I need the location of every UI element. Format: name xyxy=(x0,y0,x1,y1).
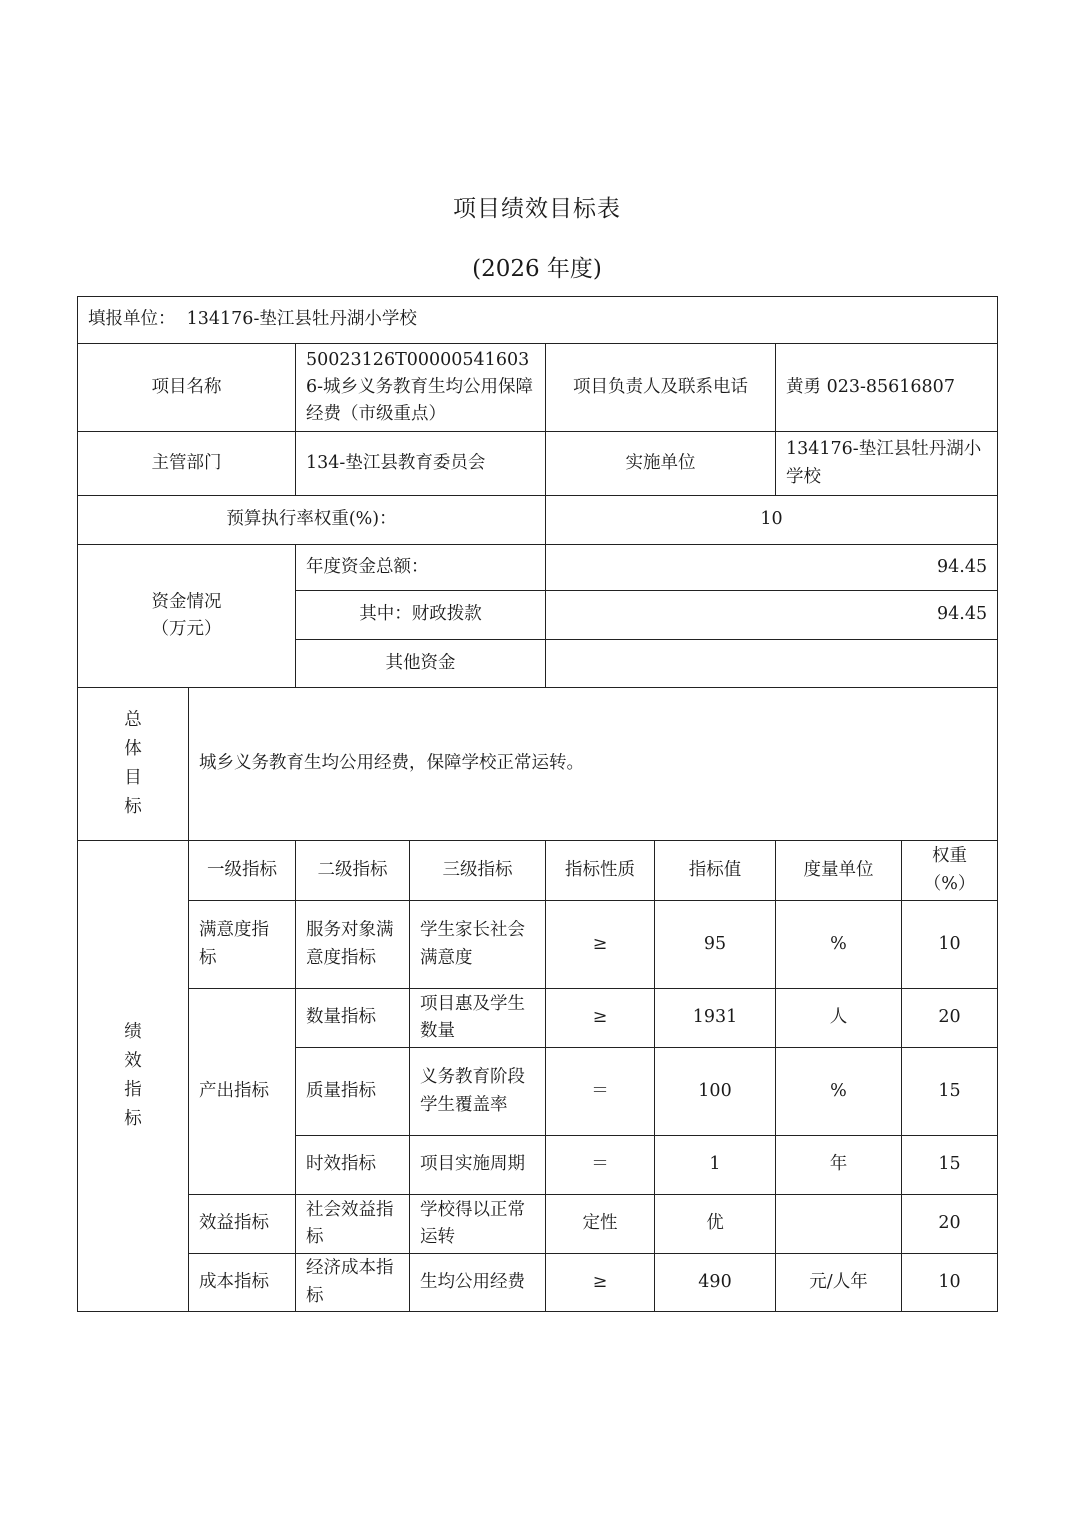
row-weight: 15 xyxy=(902,1048,998,1136)
header-level1: 一级指标 xyxy=(189,841,296,901)
row-level3: 生均公用经费 xyxy=(410,1254,546,1312)
row-value: 1931 xyxy=(655,989,776,1048)
row-weight: 20 xyxy=(902,1195,998,1254)
row-level1: 产出指标 xyxy=(189,989,296,1195)
row-level3: 项目实施周期 xyxy=(410,1136,546,1195)
impl-unit-label: 实施单位 xyxy=(546,432,776,496)
funds-other-label: 其他资金 xyxy=(296,640,546,688)
header-level2: 二级指标 xyxy=(296,841,410,901)
row-weight: 15 xyxy=(902,1136,998,1195)
project-contact-value: 黄勇 023-85616807 xyxy=(776,344,998,432)
funds-total-value: 94.45 xyxy=(546,545,998,591)
performance-char: 标 xyxy=(124,1108,142,1129)
funds-label-line1: 资金情况 xyxy=(151,591,222,612)
overall-goal-label xyxy=(78,688,189,841)
row-unit: % xyxy=(776,1048,902,1136)
table-row xyxy=(78,901,998,989)
row-nature: 定性 xyxy=(546,1195,655,1254)
row-weight: 20 xyxy=(902,989,998,1048)
row-weight: 10 xyxy=(902,901,998,989)
overall-goal-text: 城乡义务教育生均公用经费，保障学校正常运转。 xyxy=(189,688,998,841)
header-value: 指标值 xyxy=(655,841,776,901)
header-weight: 权重（%） xyxy=(902,841,998,901)
funds-label-line2: （万元） xyxy=(151,619,222,639)
page-subtitle: (2026 年度) xyxy=(472,256,602,282)
row-nature: ≥ xyxy=(546,901,655,989)
row-level2: 服务对象满意度指标 xyxy=(296,901,410,989)
budget-weight-value: 10 xyxy=(546,496,998,545)
row-value: 优 xyxy=(655,1195,776,1254)
row-value: 490 xyxy=(655,1254,776,1312)
reporting-unit-value: 134176-垫江县牡丹湖小学校 xyxy=(186,309,417,330)
row-level3: 项目惠及学生数量 xyxy=(410,989,546,1048)
overall-goal-char: 标 xyxy=(124,796,142,817)
funds-fiscal-label: 其中：财政拨款 xyxy=(296,591,546,640)
row-level3: 学生家长社会满意度 xyxy=(410,901,546,989)
performance-char: 指 xyxy=(124,1080,142,1100)
header-level3: 三级指标 xyxy=(410,841,546,901)
header-nature: 指标性质 xyxy=(546,841,655,901)
row-weight: 10 xyxy=(902,1254,998,1312)
row-level2: 经济成本指标 xyxy=(296,1254,410,1312)
funds-total-label: 年度资金总额： xyxy=(296,545,546,591)
row-value: 95 xyxy=(655,901,776,989)
table-row xyxy=(78,1254,998,1312)
budget-weight-label: 预算执行率权重(%)： xyxy=(78,496,546,545)
row-unit: 元/人年 xyxy=(776,1254,902,1312)
row-level2: 数量指标 xyxy=(296,989,410,1048)
row-level2: 质量指标 xyxy=(296,1048,410,1136)
funds-other-value xyxy=(546,640,998,688)
performance-label xyxy=(78,841,189,1312)
project-name-label: 项目名称 xyxy=(78,344,296,432)
row-nature: ＝ xyxy=(546,1136,655,1195)
row-unit: 年 xyxy=(776,1136,902,1195)
funds-label xyxy=(78,545,296,688)
row-level1: 满意度指标 xyxy=(189,901,296,989)
row-nature: ＝ xyxy=(546,1048,655,1136)
performance-char: 效 xyxy=(124,1051,142,1072)
row-level3: 学校得以正常运转 xyxy=(410,1195,546,1254)
row-level2: 社会效益指标 xyxy=(296,1195,410,1254)
page-title: 项目绩效目标表 xyxy=(453,196,621,222)
project-name-value: 50023126T000005416036-城乡义务教育生均公用保障经费（市级重点） xyxy=(296,344,546,432)
table-row xyxy=(78,989,998,1048)
funds-fiscal-value: 94.45 xyxy=(546,591,998,640)
performance-goal-table xyxy=(77,296,998,1312)
row-value: 1 xyxy=(655,1136,776,1195)
performance-char: 绩 xyxy=(124,1022,142,1043)
project-contact-label: 项目负责人及联系电话 xyxy=(546,344,776,432)
reporting-unit-cell xyxy=(78,297,998,344)
row-unit: % xyxy=(776,901,902,989)
row-nature: ≥ xyxy=(546,989,655,1048)
impl-unit-value: 134176-垫江县牡丹湖小学校 xyxy=(776,432,998,496)
row-nature: ≥ xyxy=(546,1254,655,1312)
overall-goal-char: 总 xyxy=(124,710,142,731)
department-label: 主管部门 xyxy=(78,432,296,496)
row-value: 100 xyxy=(655,1048,776,1136)
overall-goal-char: 体 xyxy=(124,739,142,760)
table-row xyxy=(78,1195,998,1254)
header-unit: 度量单位 xyxy=(776,841,902,901)
row-unit xyxy=(776,1195,902,1254)
row-level1: 成本指标 xyxy=(189,1254,296,1312)
row-unit: 人 xyxy=(776,989,902,1048)
reporting-unit-label: 填报单位： xyxy=(88,309,176,330)
row-level1: 效益指标 xyxy=(189,1195,296,1254)
overall-goal-char: 目 xyxy=(124,768,142,788)
department-value: 134-垫江县教育委员会 xyxy=(296,432,546,496)
row-level2: 时效指标 xyxy=(296,1136,410,1195)
row-level3: 义务教育阶段学生覆盖率 xyxy=(410,1048,546,1136)
